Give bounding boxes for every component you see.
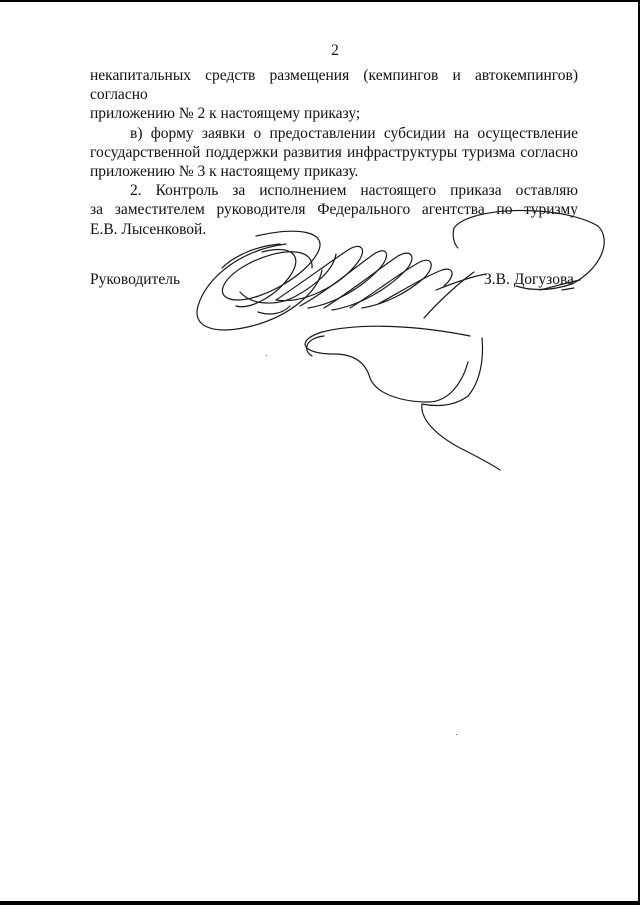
paragraph-item-v [90, 124, 578, 182]
signatory-title: Руководитель [90, 271, 181, 288]
text-line: Е.В. Лысенковой. [90, 220, 207, 238]
text-line: за заместителем руководителя Федерального агентства по туризму [90, 201, 578, 219]
text-line: в) форму заявки о предоставлении субсидии на осуществление [130, 124, 578, 142]
scan-speck [266, 355, 267, 356]
text-line: государственной поддержки развития инфраструктуры туризма согласно [90, 143, 578, 161]
signatory-name: З.В. Догузова [484, 271, 574, 288]
scan-speck [456, 734, 457, 735]
text-line: некапитальных средств размещения (кемпингов и автокемпингов) согласно [90, 67, 578, 104]
text-line: приложению № 3 к настоящему приказу. [90, 163, 359, 181]
text-line: 2. Контроль за исполнением настоящего приказа оставляю [130, 182, 578, 200]
scan-edge-bottom [0, 901, 640, 905]
text-line: приложению № 2 к настоящему приказу; [90, 105, 361, 123]
paragraph-continuation [90, 66, 578, 124]
paragraph-control [90, 181, 578, 239]
page-number: 2 [331, 42, 339, 59]
body-text [90, 66, 578, 239]
scan-edge-top [0, 0, 640, 2]
